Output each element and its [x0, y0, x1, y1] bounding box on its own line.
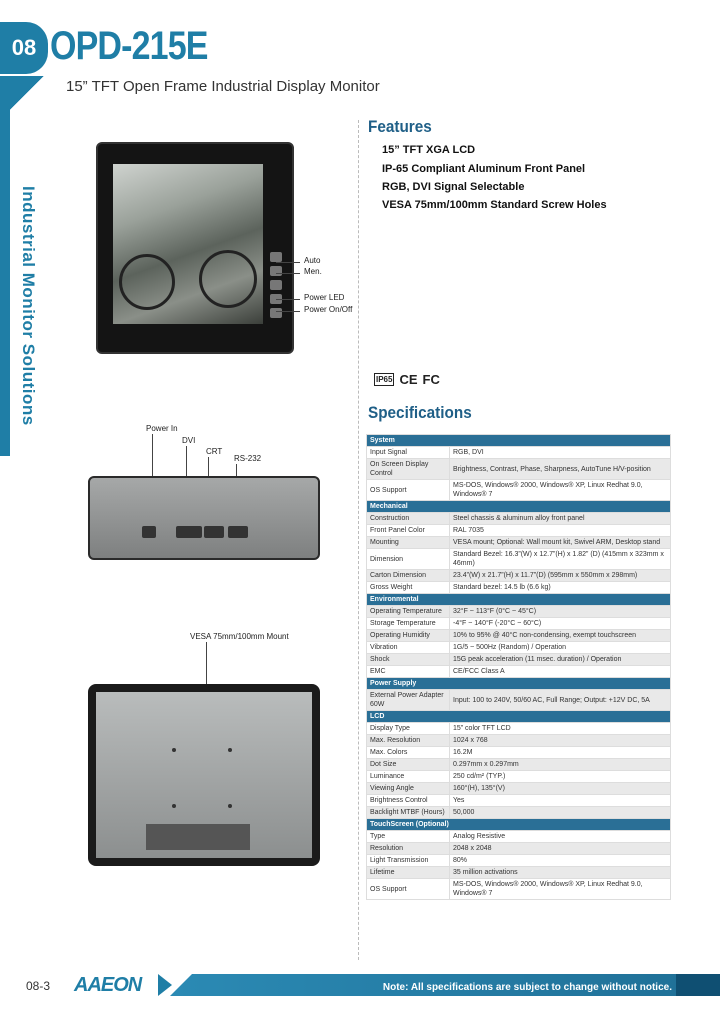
spec-value: CE/FCC Class A	[450, 666, 671, 678]
spec-section-header	[367, 594, 671, 606]
spec-value: 10% to 95% @ 40°C non-condensing, exempt touchscreen	[450, 630, 671, 642]
crt-port	[204, 526, 224, 538]
callout-crt: CRT	[206, 447, 223, 456]
certification-logos	[374, 372, 440, 387]
spec-key: Brightness Control	[367, 795, 450, 807]
menu-button	[270, 266, 282, 276]
spec-row	[367, 513, 671, 525]
spec-key: Storage Temperature	[367, 618, 450, 630]
feature-item: RGB, DVI Signal Selectable	[382, 181, 525, 193]
spec-row	[367, 549, 671, 570]
footer-endcap	[676, 974, 720, 996]
spec-row	[367, 447, 671, 459]
front-bezel	[96, 142, 294, 354]
spec-value: 23.4”(W) x 21.7”(H) x 11.7”(D) (595mm x 550mm x 298mm)	[450, 570, 671, 582]
spec-value: Steel chassis & aluminum alloy front panel	[450, 513, 671, 525]
front-view-image	[96, 142, 300, 358]
spec-value: 250 cd/m² (TYP.)	[450, 771, 671, 783]
model-title: OPD-215E	[50, 24, 208, 68]
chapter-tab: 08	[0, 22, 48, 74]
chassis-bottom	[88, 476, 320, 560]
callout-power-led: Power LED	[304, 293, 345, 302]
spec-value: VESA mount; Optional: Wall mount kit, Swivel ARM, Desktop stand	[450, 537, 671, 549]
spec-section-header	[367, 819, 671, 831]
spec-value: Analog Resistive	[450, 831, 671, 843]
spec-value: Standard Bezel: 16.3”(W) x 12.7”(H) x 1.82” (D) (415mm x 323mm x 46mm)	[450, 549, 671, 570]
spec-value: Standard bezel: 14.5 lb (6.6 kg)	[450, 582, 671, 594]
display-screen	[113, 164, 263, 324]
column-divider	[358, 120, 359, 960]
sidebar-band	[0, 76, 48, 456]
spec-value: 32°F ~ 113°F (0°C ~ 45°C)	[450, 606, 671, 618]
callout-rs232: RS-232	[234, 454, 262, 463]
callout-auto: Auto	[304, 256, 321, 265]
spec-row	[367, 843, 671, 855]
spec-key: Shock	[367, 654, 450, 666]
rs232-port	[228, 526, 248, 538]
spec-key: Mounting	[367, 537, 450, 549]
spec-key: Construction	[367, 513, 450, 525]
spec-section-header	[367, 711, 671, 723]
page-number: 08-3	[0, 972, 64, 1000]
spec-value: 50,000	[450, 807, 671, 819]
spec-section-header	[367, 501, 671, 513]
spec-section-title: Power Supply	[367, 678, 671, 690]
spec-key: Front Panel Color	[367, 525, 450, 537]
spec-value: Yes	[450, 795, 671, 807]
spec-value: 35 million activations	[450, 867, 671, 879]
spec-value: 16.2M	[450, 747, 671, 759]
callout-menu: Men.	[304, 267, 322, 276]
spec-value: -4°F ~ 140°F (-20°C ~ 60°C)	[450, 618, 671, 630]
io-bracket	[146, 824, 250, 850]
spec-key: EMC	[367, 666, 450, 678]
spec-row	[367, 831, 671, 843]
spec-key: Light Transmission	[367, 855, 450, 867]
spec-row	[367, 783, 671, 795]
spec-value: RGB, DVI	[450, 447, 671, 459]
spec-row	[367, 747, 671, 759]
spec-value: Input: 100 to 240V, 50/60 AC, Full Range; Output: +12V DC, 5A	[450, 690, 671, 711]
auto-button	[270, 252, 282, 262]
footer-note: Note: All specifications are subject to change without notice.	[382, 982, 672, 993]
footer-arrow-icon	[158, 974, 172, 996]
spec-key: Type	[367, 831, 450, 843]
callout-line-power-led	[276, 299, 300, 300]
spec-section-title: Environmental	[367, 594, 671, 606]
power-in-port	[142, 526, 156, 538]
fcc-mark: FC	[422, 372, 440, 387]
spec-value: MS-DOS, Windows® 2000, Windows® XP, Linux Redhat 9.0, Windows® 7	[450, 879, 671, 900]
callout-power-in: Power In	[146, 424, 178, 433]
spec-row	[367, 537, 671, 549]
category-label: Industrial Monitor Solutions	[19, 186, 38, 426]
spec-row	[367, 570, 671, 582]
bottom-view-image	[88, 476, 320, 562]
spec-value: MS-DOS, Windows® 2000, Windows® XP, Linux Redhat 9.0, Windows® 7	[450, 480, 671, 501]
vesa-hole	[228, 748, 232, 752]
spec-row	[367, 666, 671, 678]
spec-row	[367, 582, 671, 594]
spec-section-header	[367, 678, 671, 690]
spec-key: Viewing Angle	[367, 783, 450, 795]
spec-row	[367, 723, 671, 735]
dvi-port	[176, 526, 202, 538]
spec-row	[367, 867, 671, 879]
rear-frame	[88, 684, 320, 866]
spec-row	[367, 735, 671, 747]
spec-value: Brightness, Contrast, Phase, Sharpness, AutoTune H/V-position	[450, 459, 671, 480]
spec-row	[367, 618, 671, 630]
spec-section-title: System	[367, 435, 671, 447]
spec-key: Dimension	[367, 549, 450, 570]
callout-vesa: VESA 75mm/100mm Mount	[190, 632, 289, 641]
spec-key: Carton Dimension	[367, 570, 450, 582]
spec-key: Operating Temperature	[367, 606, 450, 618]
ce-mark: CE	[399, 372, 418, 387]
vesa-hole	[172, 804, 176, 808]
spec-value: 15” color TFT LCD	[450, 723, 671, 735]
spec-key: Input Signal	[367, 447, 450, 459]
spec-key: Max. Colors	[367, 747, 450, 759]
spec-key: Resolution	[367, 843, 450, 855]
feature-item: VESA 75mm/100mm Standard Screw Holes	[382, 199, 607, 211]
spec-row	[367, 795, 671, 807]
spec-row	[367, 459, 671, 480]
specifications-heading: Specifications	[368, 403, 472, 422]
spec-row	[367, 630, 671, 642]
spec-key: Operating Humidity	[367, 630, 450, 642]
product-subtitle: 15” TFT Open Frame Industrial Display Monitor	[66, 78, 380, 95]
spec-section-title: TouchScreen (Optional)	[367, 819, 671, 831]
spec-key: Max. Resolution	[367, 735, 450, 747]
spec-key: Vibration	[367, 642, 450, 654]
feature-item: IP-65 Compliant Aluminum Front Panel	[382, 163, 586, 175]
vesa-hole	[172, 748, 176, 752]
callout-dvi: DVI	[182, 436, 196, 445]
vesa-hole	[228, 804, 232, 808]
spec-value: 1G/5 ~ 500Hz (Random) / Operation	[450, 642, 671, 654]
feature-item: 15” TFT XGA LCD	[382, 144, 476, 156]
spec-value: 2048 x 2048	[450, 843, 671, 855]
spec-key: Luminance	[367, 771, 450, 783]
spec-row	[367, 879, 671, 900]
rear-view-image	[88, 684, 320, 866]
spec-row	[367, 654, 671, 666]
side-button	[270, 280, 282, 290]
callout-line-menu	[276, 273, 300, 274]
spec-row	[367, 480, 671, 501]
bike-wheel-left	[119, 254, 175, 310]
spec-key: OS Support	[367, 879, 450, 900]
spec-row	[367, 525, 671, 537]
callout-line-power-onoff	[276, 311, 300, 312]
spec-value: RAL 7035	[450, 525, 671, 537]
spec-row	[367, 759, 671, 771]
spec-row	[367, 606, 671, 618]
spec-value: 0.297mm x 0.297mm	[450, 759, 671, 771]
spec-section-header	[367, 435, 671, 447]
spec-section-title: Mechanical	[367, 501, 671, 513]
spec-key: Backlight MTBF (Hours)	[367, 807, 450, 819]
spec-key: Display Type	[367, 723, 450, 735]
spec-key: Lifetime	[367, 867, 450, 879]
spec-key: External Power Adapter 60W	[367, 690, 450, 711]
spec-key: On Screen Display Control	[367, 459, 450, 480]
specifications-table	[366, 434, 671, 900]
spec-row	[367, 807, 671, 819]
bike-wheel-right	[199, 250, 257, 308]
spec-key: Dot Size	[367, 759, 450, 771]
page-footer	[0, 972, 720, 1000]
spec-value: 15G peak acceleration (11 msec. duration) / Operation	[450, 654, 671, 666]
ip65-mark: IP65	[376, 375, 393, 384]
spec-row	[367, 642, 671, 654]
spec-value: 160°(H), 135°(V)	[450, 783, 671, 795]
spec-value: 80%	[450, 855, 671, 867]
spec-section-title: LCD	[367, 711, 671, 723]
features-heading: Features	[368, 117, 432, 136]
spec-row	[367, 771, 671, 783]
callout-power-onoff: Power On/Off	[304, 305, 353, 314]
spec-value: 1024 x 768	[450, 735, 671, 747]
power-button	[270, 308, 282, 318]
spec-key: OS Support	[367, 480, 450, 501]
spec-row	[367, 690, 671, 711]
aaeon-logo: AAEON	[74, 974, 142, 996]
callout-line-auto	[276, 262, 300, 263]
spec-row	[367, 855, 671, 867]
spec-key: Gross Weight	[367, 582, 450, 594]
